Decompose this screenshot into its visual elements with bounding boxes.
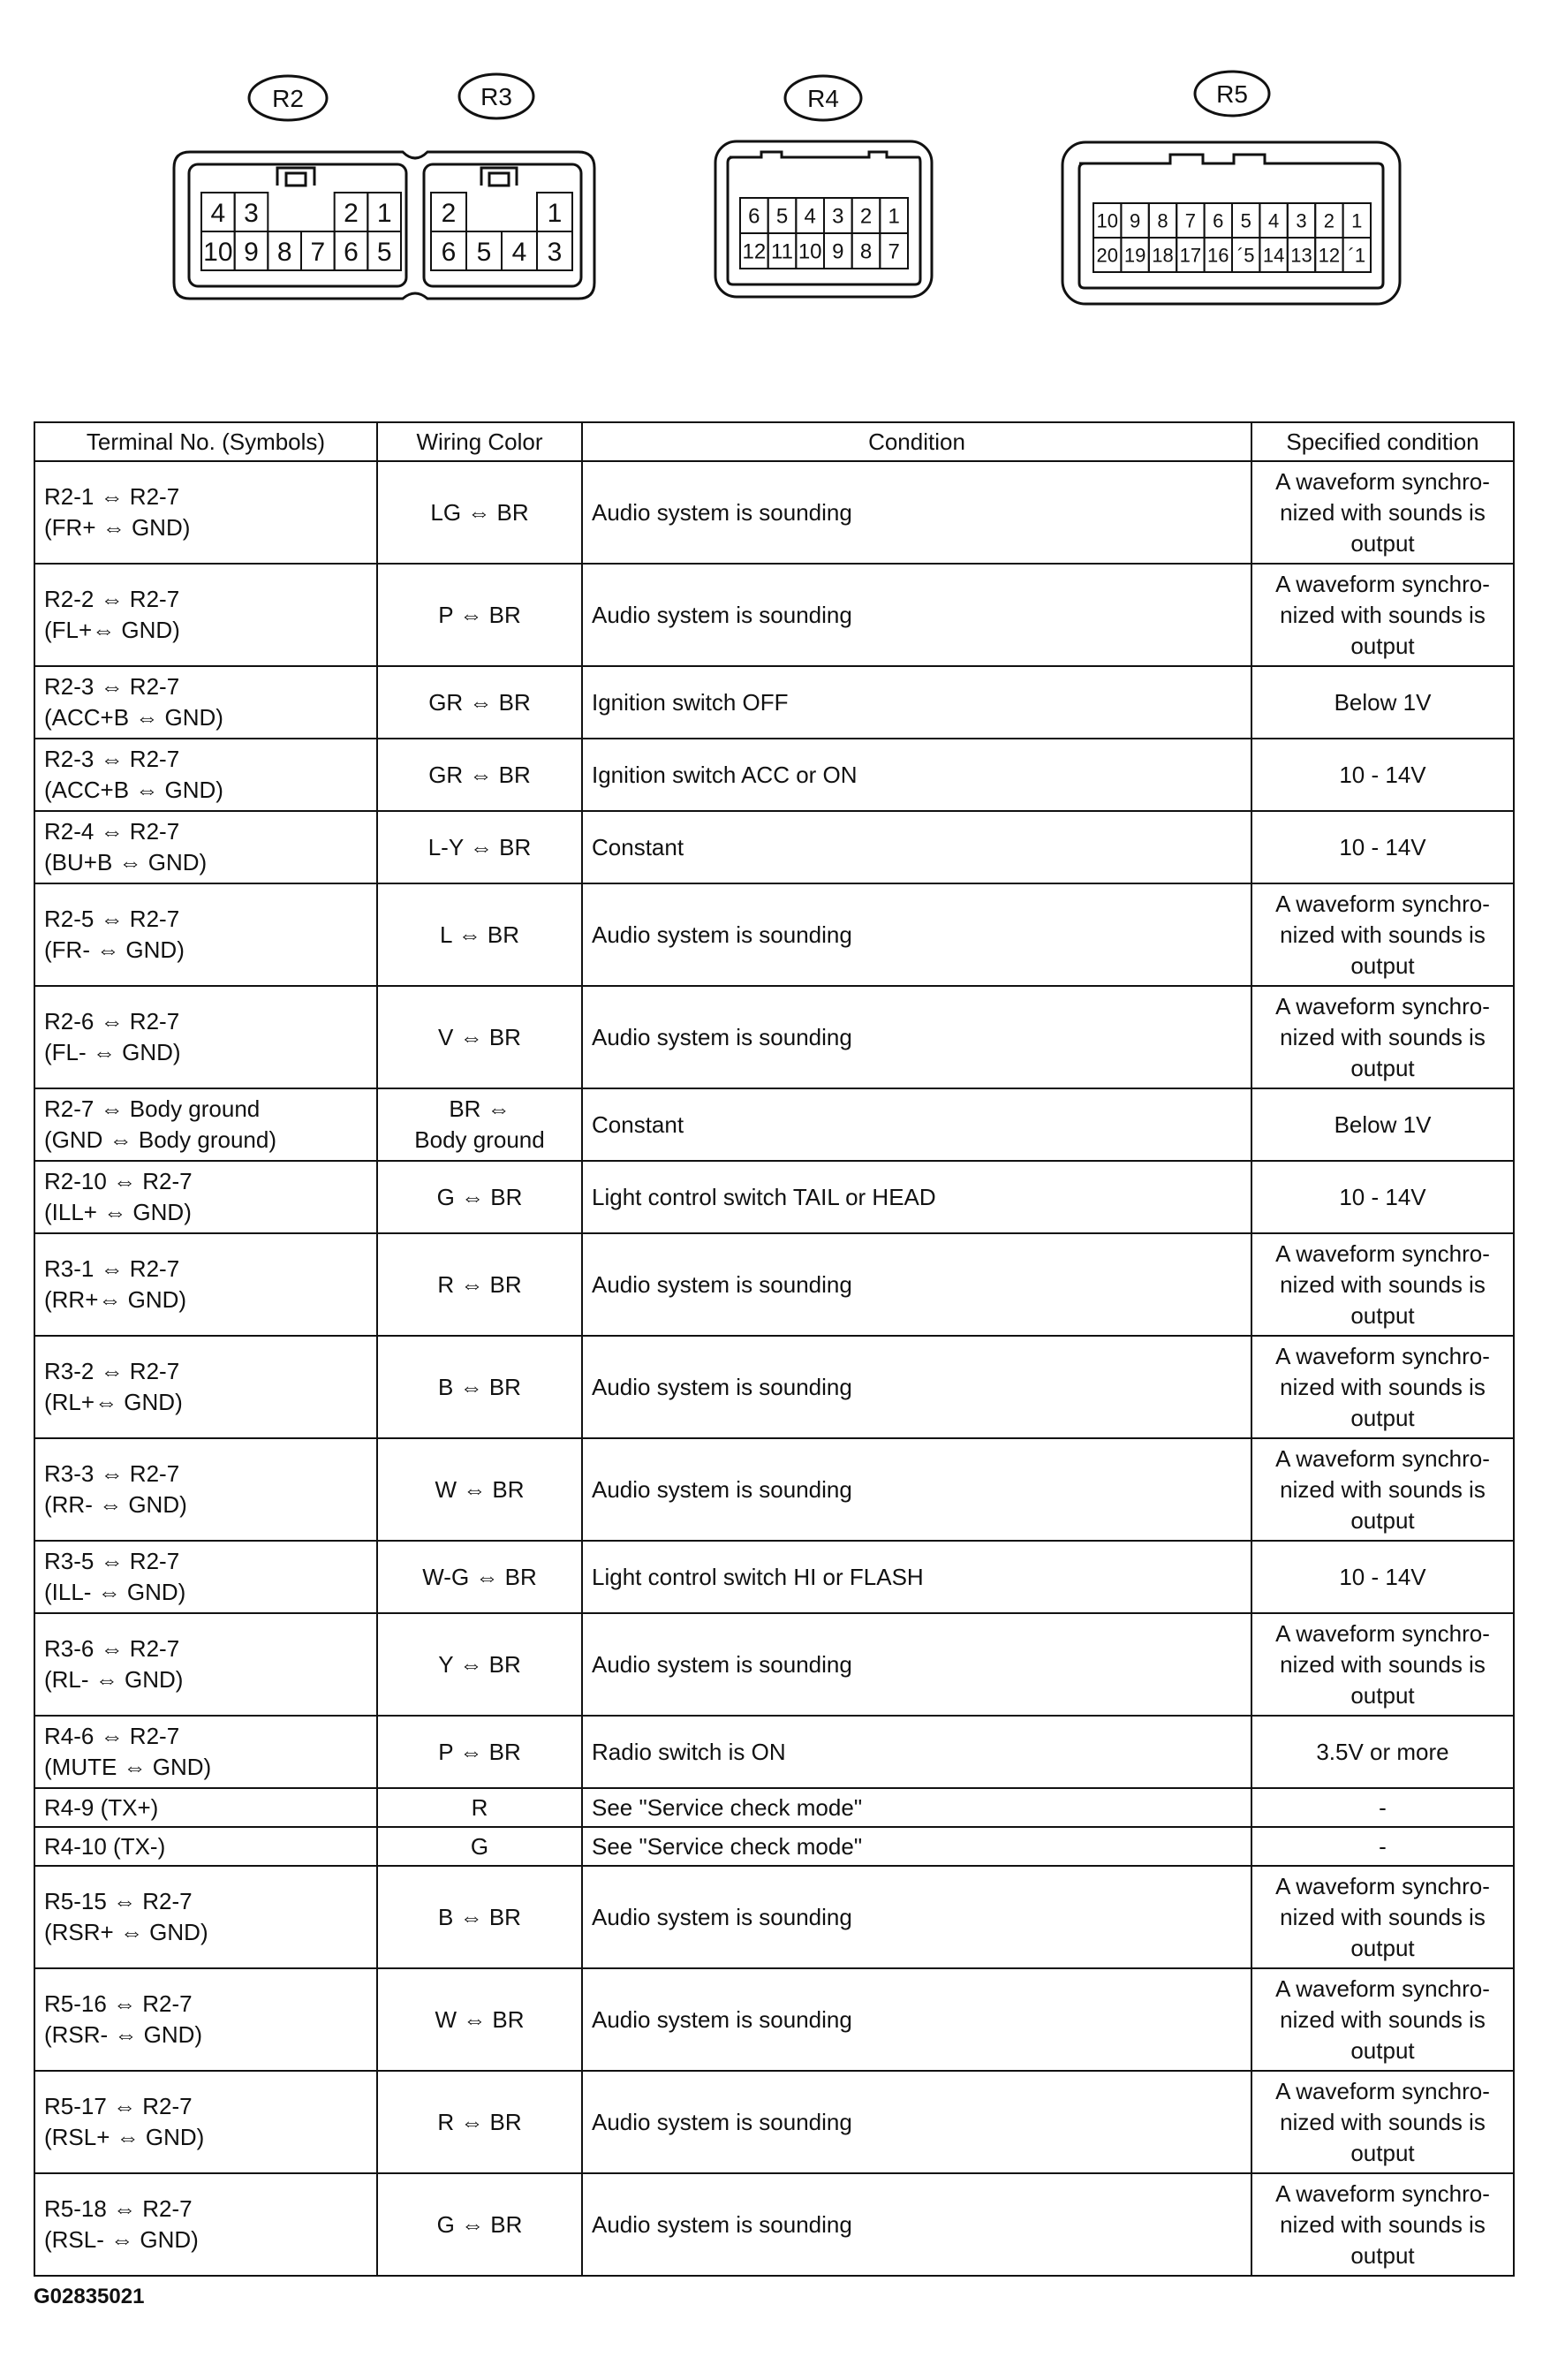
condition-cell: Light control switch TAIL or HEAD bbox=[582, 1161, 1251, 1233]
condition-cell: Audio system is sounding bbox=[582, 1613, 1251, 1716]
terminal-cell-line: R2-1 ⇔ R2-7 bbox=[44, 483, 180, 510]
pin-number: 14 bbox=[1262, 244, 1285, 267]
wiring-color-cell-line: Body ground bbox=[414, 1126, 545, 1153]
terminal-cell-line: (RSR+ ⇔ GND) bbox=[44, 1919, 208, 1945]
terminal-cell bbox=[34, 461, 377, 564]
terminal-cell-line: (FL- ⇔ GND) bbox=[44, 1039, 181, 1065]
specified-condition-cell-line: nized with sounds is bbox=[1280, 2210, 1486, 2238]
terminal-cell bbox=[34, 1788, 377, 1827]
pin-number: 7 bbox=[310, 237, 326, 267]
wiring-color-cell bbox=[377, 1336, 582, 1438]
specified-condition-cell-line: output bbox=[1350, 2241, 1415, 2269]
terminal-cell-line: R2-3 ⇔ R2-7 bbox=[44, 673, 180, 700]
specified-condition-cell bbox=[1251, 739, 1514, 811]
terminal-cell-line: R5-17 ⇔ R2-7 bbox=[44, 2093, 193, 2119]
terminal-cell bbox=[34, 666, 377, 739]
wiring-color-cell bbox=[377, 986, 582, 1088]
condition-cell: Audio system is sounding bbox=[582, 883, 1251, 986]
specified-condition-cell-line: A waveform synchro- bbox=[1275, 2179, 1490, 2207]
specified-condition-cell-line: Below 1V bbox=[1334, 688, 1432, 716]
pin-number: 1 bbox=[376, 198, 392, 228]
condition-cell: See "Service check mode" bbox=[582, 1827, 1251, 1866]
pin-number: 6 bbox=[748, 204, 760, 229]
terminal-cell bbox=[34, 1968, 377, 2071]
specified-condition-cell-line: A waveform synchro- bbox=[1275, 467, 1490, 495]
terminal-cell bbox=[34, 1161, 377, 1233]
condition-cell: Radio switch is ON bbox=[582, 1716, 1251, 1788]
wiring-color-cell-line: R ⇔ BR bbox=[437, 2108, 522, 2135]
wiring-color-cell bbox=[377, 2071, 582, 2173]
wiring-color-cell bbox=[377, 1233, 582, 1336]
wiring-color-cell-line: W ⇔ BR bbox=[435, 2005, 525, 2033]
inspection-table bbox=[34, 421, 1515, 2277]
terminal-cell-line: R5-16 ⇔ R2-7 bbox=[44, 1990, 193, 2017]
pin-number: ´5 bbox=[1236, 244, 1255, 267]
pin-number: 11 bbox=[771, 239, 793, 264]
terminal-cell-line: R5-18 ⇔ R2-7 bbox=[44, 2195, 193, 2222]
specified-condition-cell-line: output bbox=[1350, 529, 1415, 557]
condition-cell: Audio system is sounding bbox=[582, 564, 1251, 666]
specified-condition-cell-line: nized with sounds is bbox=[1280, 498, 1486, 526]
terminal-cell-line: R2-2 ⇔ R2-7 bbox=[44, 586, 180, 612]
specified-condition-cell bbox=[1251, 1161, 1514, 1233]
pin-number: 17 bbox=[1179, 244, 1202, 267]
table-row bbox=[34, 666, 1514, 739]
pin-number: 9 bbox=[1129, 209, 1141, 232]
pin-number: 10 bbox=[1096, 209, 1118, 232]
terminal-cell-line: (RSL- ⇔ GND) bbox=[44, 2226, 199, 2253]
pin-number: 2 bbox=[859, 204, 873, 229]
specified-condition-cell bbox=[1251, 1438, 1514, 1541]
specified-condition-cell bbox=[1251, 1866, 1514, 1968]
header-wiring-color: Wiring Color bbox=[377, 422, 582, 461]
header-terminal: Terminal No. (Symbols) bbox=[34, 422, 377, 461]
specified-condition-cell bbox=[1251, 2071, 1514, 2173]
pin-number: 6 bbox=[1213, 209, 1224, 232]
terminal-cell bbox=[34, 1233, 377, 1336]
specified-condition-cell bbox=[1251, 1336, 1514, 1438]
specified-condition-cell bbox=[1251, 666, 1514, 739]
wiring-color-cell-line: B ⇔ BR bbox=[438, 1373, 521, 1400]
specified-condition-cell-line: - bbox=[1379, 1793, 1387, 1821]
terminal-cell bbox=[34, 1336, 377, 1438]
pin-number: 20 bbox=[1096, 244, 1118, 267]
table-row bbox=[34, 739, 1514, 811]
terminal-cell-line: (ACC+B ⇔ GND) bbox=[44, 777, 223, 803]
wiring-color-cell bbox=[377, 1827, 582, 1866]
terminal-cell bbox=[34, 1088, 377, 1161]
specified-condition-cell-line: 10 - 14V bbox=[1339, 761, 1426, 788]
table-row bbox=[34, 1088, 1514, 1161]
wiring-color-cell-line: GR ⇔ BR bbox=[428, 688, 531, 716]
terminal-cell bbox=[34, 1438, 377, 1541]
specified-condition-cell bbox=[1251, 461, 1514, 564]
wiring-color-cell-line: P ⇔ BR bbox=[438, 1738, 521, 1765]
wiring-color-cell-line: P ⇔ BR bbox=[438, 601, 521, 628]
terminal-cell-line: R3-3 ⇔ R2-7 bbox=[44, 1460, 180, 1487]
specified-condition-cell bbox=[1251, 883, 1514, 986]
wiring-color-cell-line: GR ⇔ BR bbox=[428, 761, 531, 788]
pin-number: 4 bbox=[804, 204, 816, 229]
pin-number: 10 bbox=[798, 239, 822, 264]
table-row bbox=[34, 1716, 1514, 1788]
pin-number: 2 bbox=[344, 198, 359, 228]
specified-condition-cell-line: 10 - 14V bbox=[1339, 1563, 1426, 1590]
table-row bbox=[34, 1336, 1514, 1438]
specified-condition-cell-line: A waveform synchro- bbox=[1275, 1872, 1490, 1899]
pin-number: 7 bbox=[1184, 209, 1197, 232]
terminal-cell-line: (RL- ⇔ GND) bbox=[44, 1666, 184, 1693]
wiring-color-cell-line: R ⇔ BR bbox=[437, 1270, 522, 1298]
wiring-color-cell bbox=[377, 739, 582, 811]
specified-condition-cell-line: 3.5V or more bbox=[1316, 1738, 1449, 1765]
terminal-cell-line: (MUTE ⇔ GND) bbox=[44, 1754, 212, 1780]
pin-number: 16 bbox=[1207, 244, 1229, 267]
connector-diagrams bbox=[0, 0, 1550, 353]
pin-number: 1 bbox=[1351, 209, 1363, 232]
table-row bbox=[34, 811, 1514, 883]
wiring-color-cell bbox=[377, 1866, 582, 1968]
terminal-cell-line: (RR+⇔ GND) bbox=[44, 1286, 187, 1313]
terminal-cell bbox=[34, 1613, 377, 1716]
wiring-color-cell-line: G ⇔ BR bbox=[436, 1183, 523, 1210]
pin-number: 1 bbox=[547, 198, 563, 228]
specified-condition-cell-line: A waveform synchro- bbox=[1275, 1239, 1490, 1267]
condition-cell: Constant bbox=[582, 811, 1251, 883]
specified-condition-cell-line: nized with sounds is bbox=[1280, 1903, 1486, 1930]
table-row bbox=[34, 1438, 1514, 1541]
specified-condition-cell-line: nized with sounds is bbox=[1280, 921, 1486, 948]
terminal-cell bbox=[34, 564, 377, 666]
wiring-color-cell-line: LG ⇔ BR bbox=[430, 498, 529, 526]
pin-number: 3 bbox=[832, 204, 844, 229]
pin-number: 2 bbox=[441, 198, 457, 228]
pin-number: 8 bbox=[859, 239, 873, 264]
wiring-color-cell-line: BR ⇔ bbox=[449, 1095, 510, 1122]
terminal-cell-line: R4-6 ⇔ R2-7 bbox=[44, 1723, 180, 1749]
pin-number: 3 bbox=[244, 198, 259, 228]
specified-condition-cell-line: 10 - 14V bbox=[1339, 1183, 1426, 1210]
specified-condition-cell bbox=[1251, 1233, 1514, 1336]
connector-label-r3: R3 bbox=[480, 83, 512, 110]
terminal-cell-line: R4-10 (TX-) bbox=[44, 1832, 166, 1860]
terminal-cell-line: R3-2 ⇔ R2-7 bbox=[44, 1358, 180, 1384]
wiring-color-cell bbox=[377, 564, 582, 666]
wiring-color-cell bbox=[377, 811, 582, 883]
terminal-cell bbox=[34, 1716, 377, 1788]
wiring-color-cell bbox=[377, 1541, 582, 1613]
pin-number: 6 bbox=[441, 237, 457, 267]
terminal-cell bbox=[34, 739, 377, 811]
specified-condition-cell-line: 10 - 14V bbox=[1339, 833, 1426, 860]
table-row bbox=[34, 1613, 1514, 1716]
terminal-cell bbox=[34, 811, 377, 883]
pin-number: 1 bbox=[888, 204, 900, 229]
terminal-cell bbox=[34, 883, 377, 986]
wiring-color-cell-line: Y ⇔ BR bbox=[438, 1650, 521, 1678]
specified-condition-cell bbox=[1251, 2173, 1514, 2276]
condition-cell: Ignition switch ACC or ON bbox=[582, 739, 1251, 811]
specified-condition-cell-line: output bbox=[1350, 1934, 1415, 1961]
condition-cell: Ignition switch OFF bbox=[582, 666, 1251, 739]
table-row bbox=[34, 2173, 1514, 2276]
table-row bbox=[34, 461, 1514, 564]
pin-grids bbox=[201, 193, 1371, 272]
specified-condition-cell bbox=[1251, 564, 1514, 666]
table-row bbox=[34, 986, 1514, 1088]
specified-condition-cell-line: A waveform synchro- bbox=[1275, 1444, 1490, 1472]
table-row bbox=[34, 883, 1514, 986]
specified-condition-cell-line: nized with sounds is bbox=[1280, 1373, 1486, 1400]
table-row bbox=[34, 1541, 1514, 1613]
specified-condition-cell-line: output bbox=[1350, 1301, 1415, 1329]
connector-label-r2: R2 bbox=[272, 85, 304, 112]
pin-number: 4 bbox=[210, 198, 226, 228]
specified-condition-cell bbox=[1251, 811, 1514, 883]
figure-code: G02835021 bbox=[34, 2285, 145, 2308]
specified-condition-cell bbox=[1251, 1541, 1514, 1613]
pin-number: 12 bbox=[1318, 244, 1341, 267]
connector-labels bbox=[249, 72, 1269, 120]
wiring-color-cell bbox=[377, 883, 582, 986]
pin-number: 10 bbox=[203, 237, 233, 267]
wiring-color-cell-line: R bbox=[471, 1793, 488, 1821]
condition-cell: Audio system is sounding bbox=[582, 986, 1251, 1088]
terminal-cell-line: (RL+⇔ GND) bbox=[44, 1389, 183, 1415]
wiring-color-cell bbox=[377, 461, 582, 564]
terminal-cell-line: R4-9 (TX+) bbox=[44, 1793, 159, 1821]
specified-condition-cell bbox=[1251, 1968, 1514, 2071]
wiring-color-cell-line: V ⇔ BR bbox=[438, 1023, 521, 1050]
terminal-cell bbox=[34, 1541, 377, 1613]
specified-condition-cell-line: A waveform synchro- bbox=[1275, 2077, 1490, 2104]
terminal-cell bbox=[34, 2173, 377, 2276]
specified-condition-cell bbox=[1251, 1088, 1514, 1161]
terminal-cell bbox=[34, 986, 377, 1088]
pin-number: 5 bbox=[476, 237, 492, 267]
terminal-cell bbox=[34, 2071, 377, 2173]
terminal-cell-line: (FR- ⇔ GND) bbox=[44, 936, 185, 963]
pin-number: 7 bbox=[888, 239, 900, 264]
terminal-cell-line: R3-1 ⇔ R2-7 bbox=[44, 1255, 180, 1282]
table-row bbox=[34, 2071, 1514, 2173]
condition-cell: Audio system is sounding bbox=[582, 1866, 1251, 1968]
pin-number: 5 bbox=[1240, 209, 1251, 232]
table-row bbox=[34, 564, 1514, 666]
pin-number: 5 bbox=[775, 204, 789, 229]
pin-number: 12 bbox=[742, 239, 767, 264]
wiring-color-cell bbox=[377, 666, 582, 739]
terminal-cell-line: R3-5 ⇔ R2-7 bbox=[44, 1548, 180, 1574]
pin-number: ´1 bbox=[1348, 244, 1366, 267]
pin-number: 3 bbox=[547, 237, 563, 267]
pin-number: 4 bbox=[511, 237, 527, 267]
pin-number: 8 bbox=[1157, 209, 1168, 232]
wiring-color-cell bbox=[377, 1613, 582, 1716]
wiring-color-cell bbox=[377, 1161, 582, 1233]
terminal-cell-line: R2-5 ⇔ R2-7 bbox=[44, 906, 180, 932]
specified-condition-cell bbox=[1251, 1788, 1514, 1827]
terminal-cell-line: R2-6 ⇔ R2-7 bbox=[44, 1008, 180, 1035]
specified-condition-cell-line: nized with sounds is bbox=[1280, 2005, 1486, 2033]
condition-cell: Audio system is sounding bbox=[582, 1968, 1251, 2071]
specified-condition-cell-line: A waveform synchro- bbox=[1275, 1619, 1490, 1647]
specified-condition-cell bbox=[1251, 986, 1514, 1088]
table-row bbox=[34, 1968, 1514, 2071]
condition-cell: Audio system is sounding bbox=[582, 1336, 1251, 1438]
specified-condition-cell-line: - bbox=[1379, 1832, 1387, 1860]
specified-condition-cell-line: output bbox=[1350, 2036, 1415, 2064]
wiring-color-cell-line: G ⇔ BR bbox=[436, 2210, 523, 2238]
terminal-cell-line: (GND ⇔ Body ground) bbox=[44, 1126, 276, 1153]
condition-cell: Audio system is sounding bbox=[582, 2071, 1251, 2173]
condition-cell: Audio system is sounding bbox=[582, 1438, 1251, 1541]
pin-number: 8 bbox=[276, 237, 292, 267]
condition-cell: Constant bbox=[582, 1088, 1251, 1161]
pin-number: 5 bbox=[376, 237, 392, 267]
wiring-color-cell bbox=[377, 1088, 582, 1161]
terminal-cell-line: (RSL+ ⇔ GND) bbox=[44, 2124, 205, 2150]
wiring-color-cell-line: W-G ⇔ BR bbox=[422, 1563, 537, 1590]
wiring-color-cell-line: B ⇔ BR bbox=[438, 1903, 521, 1930]
pin-number: 9 bbox=[832, 239, 844, 264]
condition-cell: Audio system is sounding bbox=[582, 461, 1251, 564]
terminal-cell-line: (FR+ ⇔ GND) bbox=[44, 514, 191, 541]
pin-number: 9 bbox=[244, 237, 259, 267]
wiring-color-cell-line: G bbox=[470, 1832, 489, 1860]
specified-condition-cell-line: nized with sounds is bbox=[1280, 1023, 1486, 1050]
connector-label-r4: R4 bbox=[807, 85, 839, 112]
header-specified-condition: Specified condition bbox=[1251, 422, 1514, 461]
terminal-cell-line: R2-10 ⇔ R2-7 bbox=[44, 1168, 193, 1194]
condition-cell: Audio system is sounding bbox=[582, 1233, 1251, 1336]
specified-condition-cell-line: nized with sounds is bbox=[1280, 1650, 1486, 1678]
pin-number: 6 bbox=[344, 237, 359, 267]
specified-condition-cell-line: output bbox=[1350, 1054, 1415, 1081]
pin-number: 4 bbox=[1267, 209, 1280, 232]
wiring-color-cell bbox=[377, 1968, 582, 2071]
condition-cell: See "Service check mode" bbox=[582, 1788, 1251, 1827]
specified-condition-cell-line: nized with sounds is bbox=[1280, 1475, 1486, 1503]
terminal-cell-line: R5-15 ⇔ R2-7 bbox=[44, 1888, 193, 1914]
terminal-cell-line: (RR- ⇔ GND) bbox=[44, 1491, 187, 1518]
specified-condition-cell-line: Below 1V bbox=[1334, 1110, 1432, 1138]
specified-condition-cell-line: output bbox=[1350, 1681, 1415, 1709]
specified-condition-cell bbox=[1251, 1613, 1514, 1716]
specified-condition-cell-line: A waveform synchro- bbox=[1275, 1974, 1490, 2002]
specified-condition-cell-line: nized with sounds is bbox=[1280, 2108, 1486, 2135]
specified-condition-cell-line: nized with sounds is bbox=[1280, 1270, 1486, 1298]
table-row bbox=[34, 1866, 1514, 1968]
wiring-color-cell-line: L-Y ⇔ BR bbox=[427, 833, 532, 860]
specified-condition-cell-line: output bbox=[1350, 1506, 1415, 1534]
specified-condition-cell bbox=[1251, 1716, 1514, 1788]
terminal-cell bbox=[34, 1866, 377, 1968]
specified-condition-cell-line: output bbox=[1350, 632, 1415, 659]
terminal-cell-line: R2-4 ⇔ R2-7 bbox=[44, 818, 180, 845]
specified-condition-cell-line: output bbox=[1350, 1404, 1415, 1431]
terminal-cell-line: (FL+⇔ GND) bbox=[44, 617, 180, 643]
table-row bbox=[34, 1233, 1514, 1336]
condition-cell: Light control switch HI or FLASH bbox=[582, 1541, 1251, 1613]
table-row bbox=[34, 1161, 1514, 1233]
header-condition: Condition bbox=[582, 422, 1251, 461]
specified-condition-cell-line: A waveform synchro- bbox=[1275, 890, 1490, 917]
wiring-color-cell bbox=[377, 2173, 582, 2276]
pin-number: 19 bbox=[1123, 244, 1146, 267]
specified-condition-cell-line: A waveform synchro- bbox=[1275, 992, 1490, 1019]
pin-number: 2 bbox=[1323, 209, 1335, 232]
specified-condition-cell-line: A waveform synchro- bbox=[1275, 570, 1490, 597]
pin-number: 18 bbox=[1152, 244, 1174, 267]
table-row bbox=[34, 1788, 1514, 1827]
specified-condition-cell-line: nized with sounds is bbox=[1280, 601, 1486, 628]
specified-condition-cell bbox=[1251, 1827, 1514, 1866]
specified-condition-cell-line: A waveform synchro- bbox=[1275, 1342, 1490, 1369]
terminal-cell-line: (ILL- ⇔ GND) bbox=[44, 1579, 186, 1605]
terminal-cell-line: R3-6 ⇔ R2-7 bbox=[44, 1635, 180, 1662]
wiring-color-cell bbox=[377, 1438, 582, 1541]
terminal-cell-line: (BU+B ⇔ GND) bbox=[44, 849, 208, 875]
terminal-cell-line: (ACC+B ⇔ GND) bbox=[44, 704, 223, 731]
wiring-color-cell-line: L ⇔ BR bbox=[439, 921, 520, 948]
pin-number: 13 bbox=[1290, 244, 1312, 267]
wiring-color-cell-line: W ⇔ BR bbox=[435, 1475, 525, 1503]
terminal-cell-line: R2-7 ⇔ Body ground bbox=[44, 1095, 261, 1122]
terminal-cell-line: R2-3 ⇔ R2-7 bbox=[44, 746, 180, 772]
connector-label-r5: R5 bbox=[1216, 80, 1248, 108]
pin-number: 3 bbox=[1296, 209, 1307, 232]
terminal-cell-line: (RSR- ⇔ GND) bbox=[44, 2021, 203, 2048]
terminal-cell bbox=[34, 1827, 377, 1866]
wiring-color-cell bbox=[377, 1716, 582, 1788]
table-header-row bbox=[34, 422, 1514, 461]
condition-cell: Audio system is sounding bbox=[582, 2173, 1251, 2276]
table-row bbox=[34, 1827, 1514, 1866]
specified-condition-cell-line: output bbox=[1350, 951, 1415, 979]
wiring-color-cell bbox=[377, 1788, 582, 1827]
terminal-cell-line: (ILL+ ⇔ GND) bbox=[44, 1199, 192, 1225]
specified-condition-cell-line: output bbox=[1350, 2139, 1415, 2166]
